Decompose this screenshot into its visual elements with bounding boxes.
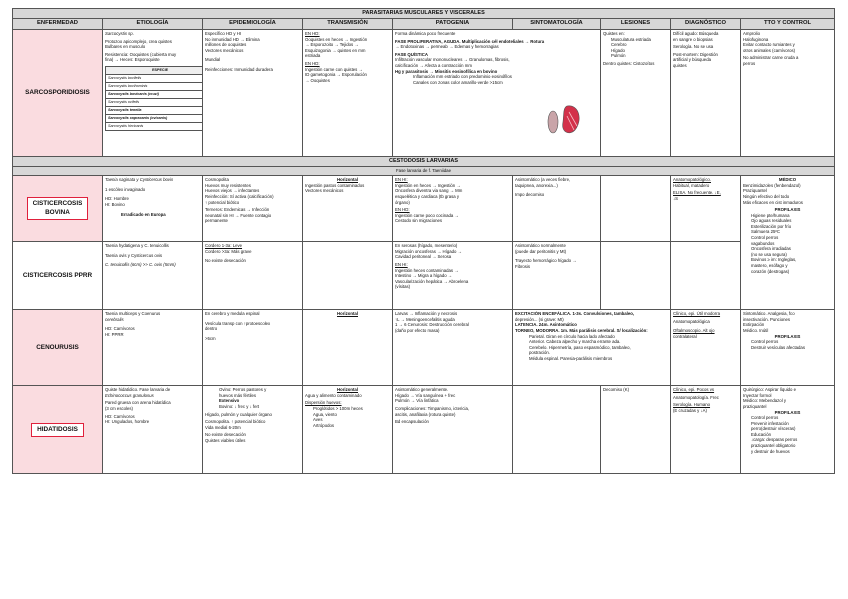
text: Halofuginona <box>743 36 769 42</box>
cell: Sarcocystis ovifelis <box>106 99 203 107</box>
text: Difícil agudo: Búsqueda <box>673 31 719 37</box>
text: Complicaciones: Timpanismo, ictericia, <box>395 406 470 412</box>
pprr-patogenia <box>393 242 513 310</box>
pprr-epidemiologia <box>203 242 303 310</box>
ceno-epidemiologia <box>203 310 303 386</box>
text: 1 → 6 Cenurosis: Destrucción cerebral <box>395 322 469 328</box>
text: Impo decomiso <box>515 192 545 198</box>
text: PROFILAXIS <box>774 409 801 415</box>
text: Agua y alimento contaminado <box>305 392 362 398</box>
cisti-diagnostico <box>671 176 741 242</box>
text: Taenia ovis y Cysticercus ovis <box>105 252 163 258</box>
row-cisticercosis-pprr <box>13 242 835 310</box>
text: Inyectar formol <box>743 392 772 398</box>
text: Oncosfera diventra via sang → Mm <box>395 188 463 194</box>
text: (vísitas) <box>395 284 411 290</box>
text: HD: Hombre <box>105 196 129 202</box>
text: ascitis, anafilaxia (rotura quiste) <box>395 411 456 417</box>
disease-name-ceno: CENOURUSIS <box>13 310 103 386</box>
cell: Sarcocystis capracanis (ovicanis) <box>106 115 203 123</box>
text: 1 escólex invaginado <box>105 186 146 192</box>
text: MÉDICO <box>778 177 797 183</box>
col-header-patogenia: PATOGENIA <box>393 19 513 30</box>
section-title: PARASITARIAS MUSCULARES Y VISCERALES <box>13 9 835 19</box>
hida-patogenia <box>393 386 513 474</box>
text: En cerebro y medula espinal <box>205 311 260 317</box>
text: Aves <box>313 417 323 423</box>
text: Canales con zonas color amarillo-verde >15cm <box>413 79 503 85</box>
text: Parietal. Giran en círculo hacia lado afectado <box>529 333 615 339</box>
text: Bovino: ↓ frec y ↓ fert <box>219 404 260 410</box>
col-header-diagnostico: DIAGNÓSTICO <box>671 19 741 30</box>
text: >5cm <box>205 336 216 342</box>
text: neonatal sin HI → Fuente contagio <box>205 212 272 218</box>
th: ESPECIE <box>106 67 203 75</box>
text: HI: Ungulados, hombre <box>105 419 150 425</box>
section-title-row <box>13 9 835 19</box>
text: Sarcocystis sp. <box>105 31 134 37</box>
text: Artrópodos <box>313 422 335 428</box>
text: Ingestión heces contaminadas → <box>395 267 459 273</box>
text: huevos más fértiles <box>219 392 257 398</box>
hida-sintomatologia <box>513 386 601 474</box>
text: insectivación. Punciones <box>743 316 791 322</box>
cisti-etiologia <box>103 176 203 242</box>
pprr-lesiones <box>601 242 671 310</box>
disease-label-box <box>27 197 89 220</box>
cisti-transmision <box>303 176 393 242</box>
text: No inmunidad HD → Elimina <box>205 36 260 42</box>
text: Control perros <box>751 415 779 421</box>
text: HI: Bovino <box>105 202 125 208</box>
text: Cerebelo. Hipermetría, paso espasmódico, tambaleo, <box>529 344 631 350</box>
text: PROFILAXIS <box>774 333 801 339</box>
text: Evitar contacto rumiantes y <box>743 42 795 48</box>
hida-etiologia <box>103 386 203 474</box>
text: contralateral <box>673 334 697 340</box>
cisti-tto <box>741 176 835 310</box>
text: Amprolio <box>743 31 760 37</box>
page <box>12 8 834 474</box>
row-hidatidosis <box>13 386 835 474</box>
text: EN HI: <box>395 262 408 268</box>
header-row <box>13 19 835 30</box>
text: Médula espinal. Paresia-parálisis miembros <box>529 355 613 361</box>
text: Intestino → Migra a hígado → <box>395 273 453 279</box>
text: Clínico, epi. Útil modorra <box>673 311 721 317</box>
text: Horizontal <box>336 387 358 393</box>
col-header-etiologia: ETIOLOGÍA <box>103 19 203 30</box>
col-header-lesiones: LESIONES <box>601 19 671 30</box>
text: No administrar carne cruda a <box>743 55 799 61</box>
text: Taenia multiceps y Coenurus <box>105 311 161 317</box>
text: Asintomático (a veces fiebre, <box>515 177 571 183</box>
disease-name-cisti <box>13 176 103 242</box>
disease-name-sarco: SARCOSPORIDIOSIS <box>13 30 103 157</box>
disease-name-pprr: CISTICERCOSIS PPRR <box>13 242 103 310</box>
parasite-table <box>12 8 835 474</box>
ceno-etiologia <box>103 310 203 386</box>
cisti-lesiones <box>601 176 671 242</box>
sarco-species-table <box>105 66 203 131</box>
text: ↑ potencial biótico <box>205 199 240 205</box>
sarco-etiologia <box>103 30 203 157</box>
text: Cerebro <box>611 42 627 48</box>
text: Hígado <box>611 47 625 53</box>
text: permanente <box>205 218 228 224</box>
text: Serología. Humano <box>673 402 711 408</box>
text: EN HI: <box>395 177 408 183</box>
hida-tto <box>741 386 835 474</box>
text: Anatomopatología. Frec <box>673 394 719 400</box>
text: esquelética y cardiaca (tb grasa y <box>395 194 460 200</box>
text: fina) → Heces: Esporoquiste <box>105 57 160 63</box>
text: ELISA. No frecuente. ↓E, <box>673 190 721 196</box>
ceno-transmision <box>303 310 393 386</box>
text: Ooquistes en heces → Ingestión <box>305 36 368 42</box>
text: Oncosfera irradiadas <box>751 246 791 252</box>
text: Habitual, matadero <box>673 182 710 188</box>
text: TORNEO, MODORRA. 1m. Más parálisis cerebral. S/ localización: <box>515 328 648 334</box>
text: EN HD: <box>305 31 320 37</box>
text: Ojo aguas residuales <box>751 218 792 224</box>
text: Hg y parasitosis → Miositis eosinofílica en bovino <box>395 68 498 74</box>
text: Médico: Mebendazol y <box>743 398 786 404</box>
ceno-patogenia <box>393 310 513 386</box>
section2-title-row <box>13 157 835 167</box>
text: Protozoo apicomplejo, crea quistes <box>105 38 172 44</box>
text: Forma dinámica poco frecuente <box>395 31 456 37</box>
text: Asintomático generalmente. <box>395 387 449 393</box>
text: postración. <box>529 350 551 356</box>
text: Quiste hidatídico. Fase larvaria de <box>105 387 171 393</box>
cisti-patogenia <box>393 176 513 242</box>
sarco-patogenia <box>393 30 601 157</box>
text: (no se usa segura) <box>751 251 787 257</box>
text: Ingestión en heces → Ingestión → <box>395 182 461 188</box>
text: Praziquantel <box>743 188 767 194</box>
text: Serología. No se usa <box>673 44 714 50</box>
text: calcificación → Afecta a contracción mm <box>395 63 472 69</box>
text: y destruir de huevos <box>751 448 790 454</box>
row-sarcosporidiosis <box>13 30 835 157</box>
text: Ingestión carne poco cocinada → <box>395 212 459 218</box>
text: Ingestión pastos contaminados <box>305 182 365 188</box>
text: Cavidad peritoneal → Serosa <box>395 254 452 260</box>
text: Oftalmoscopio. Alt ojo <box>673 328 715 334</box>
text: Musculatura estriada <box>611 36 651 42</box>
text: Más eficaces en cist inmaduros <box>743 199 803 205</box>
text: C. tenuicollis (6cm) >> C. ovis (5mm) <box>105 262 176 268</box>
cell: Sarcocystis bovihominis <box>106 83 203 91</box>
text: vagabundos <box>751 240 775 246</box>
text: Ingestión carne con quistes → <box>305 66 363 72</box>
sarco-epidemiologia <box>203 30 303 157</box>
text: (puede dar peritonitis y Mt) <box>515 248 567 254</box>
text: ↑L → Meningoencefalitis aguda <box>395 316 455 322</box>
text: cerebralis <box>105 316 124 322</box>
text: Vectores mecánicos <box>305 188 344 194</box>
text: perros <box>743 61 756 67</box>
text: FASE QUÍSTICA <box>395 51 428 57</box>
ceno-sintomatologia <box>513 310 671 386</box>
ceno-tto <box>741 310 835 386</box>
text: Mundial <box>205 57 221 63</box>
text: Vida medial 6-20m <box>205 424 241 430</box>
text: LATENCIA. 24m. Asintomático <box>515 322 577 328</box>
text: Taenia hydatigena y C. tenuicollis <box>105 243 169 249</box>
row-cisticercosis-bovina <box>13 176 835 242</box>
text: corazón (destrogas) <box>751 268 790 274</box>
text: Control perros <box>751 339 779 345</box>
text: BOVINA <box>45 208 70 216</box>
text: Médico. Inútil <box>743 328 769 334</box>
text: mastero, esófago y <box>751 262 788 268</box>
text: Cosmopolita. ↑ potencial biótico <box>205 419 266 425</box>
section2-subtitle-row <box>13 167 835 176</box>
text: EXCITACIÓN ENCEFÁLICA. 1-3s. Convulsiones, tambaleo, <box>515 311 635 317</box>
text: otros animales (carnívoros) <box>743 47 796 53</box>
text: → Endotoxinas → permeab → Edemas y hemorragias <box>395 44 499 50</box>
text: Fibrosis <box>515 264 531 270</box>
text: Vesícula transp con ↑protoescolex <box>205 320 271 326</box>
text: Horizontal <box>336 177 358 183</box>
text: (daño por efecto masa) <box>395 328 440 334</box>
text: quistes <box>673 63 687 69</box>
text: Bovinos ≥ im: Ingleglas, <box>751 257 797 263</box>
text: (3 cm escoles) <box>105 406 133 412</box>
text: HD: Carnívoros <box>105 413 135 419</box>
text: Reinfecciones: Inmunidad duradera <box>205 67 273 73</box>
text: Pulmón <box>611 53 626 59</box>
text: Agua, viento <box>313 411 337 417</box>
sarco-diagnostico <box>671 30 741 157</box>
cisti-epidemiologia <box>203 176 303 242</box>
text: Trayecto hemorrágico hígado → <box>515 258 577 264</box>
text: ↓S <box>673 196 679 202</box>
pprr-etiologia <box>103 242 203 310</box>
text: ID gametogonia → Esporulación <box>305 72 367 78</box>
col-header-sintomatologia: SINTOMATOLOGÍA <box>513 19 601 30</box>
pprr-sintomatologia <box>513 242 601 310</box>
text: Cordero 1-3a: Leve <box>205 243 243 249</box>
text: Anterior. Cabeza alpecho y marcha errante ada. <box>529 339 621 345</box>
text: HI: PPRR <box>105 332 124 338</box>
text: Bd encapsulación <box>395 419 429 425</box>
text: Echinococcus granulosus <box>105 392 154 398</box>
text: Esterilización por frío <box>751 223 792 229</box>
text: EN HD: <box>395 207 410 213</box>
text: estriada <box>305 53 321 59</box>
text: Destruir vesículas afectadas <box>751 344 805 350</box>
hida-transmision <box>303 386 393 474</box>
text: Control perros <box>751 235 779 241</box>
text: Específico HD y HI <box>205 31 242 37</box>
text: Terneros: Endemicas → Infección <box>205 207 270 213</box>
text: órgano) <box>395 199 410 205</box>
text: Ningún efectivo del todo <box>743 194 790 200</box>
sarco-transmision <box>303 30 393 157</box>
text: en sangre o biopsias <box>673 36 713 42</box>
hida-epidemiologia <box>203 386 303 474</box>
text: depresión... (si grave: Mt) <box>515 316 564 322</box>
text: millones de ooquistes <box>205 42 247 48</box>
text: PROFILAXIS <box>774 207 801 213</box>
disease-name-hida <box>13 386 103 474</box>
pprr-diagnostico <box>671 242 741 310</box>
text: Pulmón → Vía linfática <box>395 398 439 404</box>
text: EN HD: <box>305 61 320 67</box>
cell: Sarcocystis bovifelis <box>106 75 203 83</box>
text: Quirúrgico: Aspirar líquido e <box>743 387 797 393</box>
text: (E cruzadas y ↓A) <box>673 408 707 414</box>
text: Cestodo sin migraciones <box>395 218 443 224</box>
text: Sintomático. Analgesia, fco <box>743 311 795 317</box>
text: Higiene pte/humana <box>751 212 790 218</box>
text: Hígado, pulmón y cualquier órgano <box>205 411 272 417</box>
text: CISTICERCOSIS <box>32 200 83 208</box>
text: → Ooquistes <box>305 77 330 83</box>
col-header-epidemiologia: EPIDEMIOLOGÍA <box>203 19 303 30</box>
text: En serosas (hígado, mesenterio) <box>395 243 458 249</box>
text: dentro <box>205 326 218 332</box>
cisti-sintomatologia <box>513 176 601 242</box>
text: Erradicado en Europa <box>121 211 166 217</box>
col-header-enfermedad: ENFERMEDAD <box>13 19 103 30</box>
text: perro(destruir vísceras) <box>751 426 796 432</box>
text: Anatomopatológica <box>673 318 710 324</box>
text: Anatomopatológico. <box>673 177 711 183</box>
col-header-tto: TTO Y CONTROL <box>741 19 835 30</box>
text: Quistes viables útiles <box>205 437 246 443</box>
text: taquipnea, anorexia...) <box>515 182 558 188</box>
text: Vascularización hepática → Abroelena <box>395 278 469 284</box>
cell: Sarcocystis hircicanis <box>106 123 203 131</box>
row-cenourusis <box>13 310 835 386</box>
cell: Sarcocystis bovicanis (cruzi) <box>106 91 203 99</box>
text: Pared gruesa con arena hidatídica <box>105 400 171 406</box>
text: Dispersión huevos: <box>305 400 342 406</box>
pprr-transmision <box>303 242 393 310</box>
text: Resistencia: Ooquistes (cubierta muy <box>105 51 177 57</box>
text: praziquantel <box>743 404 767 410</box>
disease-label-box: HIDATIDOSIS <box>31 423 84 437</box>
text: Ovino: Perros pastores y <box>219 387 267 393</box>
text: Clínico, epi. Pocos vs <box>673 387 715 393</box>
text: Infiltración vascular mononucleares → Granulomas, fibrosis, <box>395 57 510 63</box>
text: Larvas → Inflamación y necrosis <box>395 311 458 317</box>
text: FASE PROLIFERATIVA, AGUDA. Multiplicación cél endoteliales → Rotura <box>395 38 545 44</box>
text: Educación <box>751 431 772 437</box>
text: Cosmopolita <box>205 177 229 183</box>
sarco-lesiones <box>601 30 671 157</box>
text: artificial y búsqueda <box>673 57 711 63</box>
text: Prevenir infestación <box>751 420 789 426</box>
text: Huevos viejos → infectantes <box>205 188 260 194</box>
text: Horizontal <box>336 311 358 317</box>
text: Benzimidazoles (fenbendazol) <box>743 182 801 188</box>
text: praziquantel obligatorio <box>751 443 796 449</box>
text: Huevos muy resistentes <box>205 182 251 188</box>
section2-title: CESTODOSIS LARVARIAS <box>13 157 835 167</box>
hida-diagnostico <box>671 386 741 474</box>
text: Extensivo <box>219 398 240 404</box>
col-header-transmision: TRANSMISIÓN <box>303 19 393 30</box>
text: No existe desecación <box>205 432 246 438</box>
cell: Sarcocystis tenella <box>106 107 203 115</box>
text: Extirpación <box>743 322 765 328</box>
text: Bulbares en musculo <box>105 44 146 50</box>
text: Decomiso (K) <box>603 387 630 393</box>
text: Post-mortem: Digestión <box>673 51 718 57</box>
hida-lesiones <box>601 386 671 474</box>
text: ↓carga: desparas perros <box>751 437 798 443</box>
text: Cordero >3a: Más grave <box>205 248 252 254</box>
text: No existe desecación <box>205 258 246 264</box>
text: HD: Carnívoros <box>105 326 135 332</box>
text: Esquizogonia → quistes en mm <box>305 47 366 53</box>
text: Taenia saginata y Cysticercus bovis <box>105 177 174 183</box>
text: → Esporozoito → Tejidos → <box>305 42 359 48</box>
text: Vectores mecánicos <box>205 47 244 53</box>
text: Reinfección: Sí activa (calcificación) <box>205 194 274 200</box>
text: Dentro quistes: Cistozoítos <box>603 61 655 67</box>
sarco-tto <box>741 30 835 157</box>
text: Hígado → Vía sanguínea + frec <box>395 392 456 398</box>
section2-subtitle: Fase larvaria de f. Taeniidae <box>13 167 835 176</box>
muscle-image <box>545 102 585 136</box>
ceno-diagnostico <box>671 310 741 386</box>
text: Proglótidos > 100m heces <box>313 406 363 412</box>
text: Salmuera 25ºC <box>751 229 781 235</box>
text: Migración oncosferas → Hígado → <box>395 248 462 254</box>
text: Quistes en: <box>603 31 625 37</box>
text: Inflamación mm estriado con predominio eosinófilos <box>413 74 512 80</box>
text: Asintomático normalmente <box>515 243 566 249</box>
